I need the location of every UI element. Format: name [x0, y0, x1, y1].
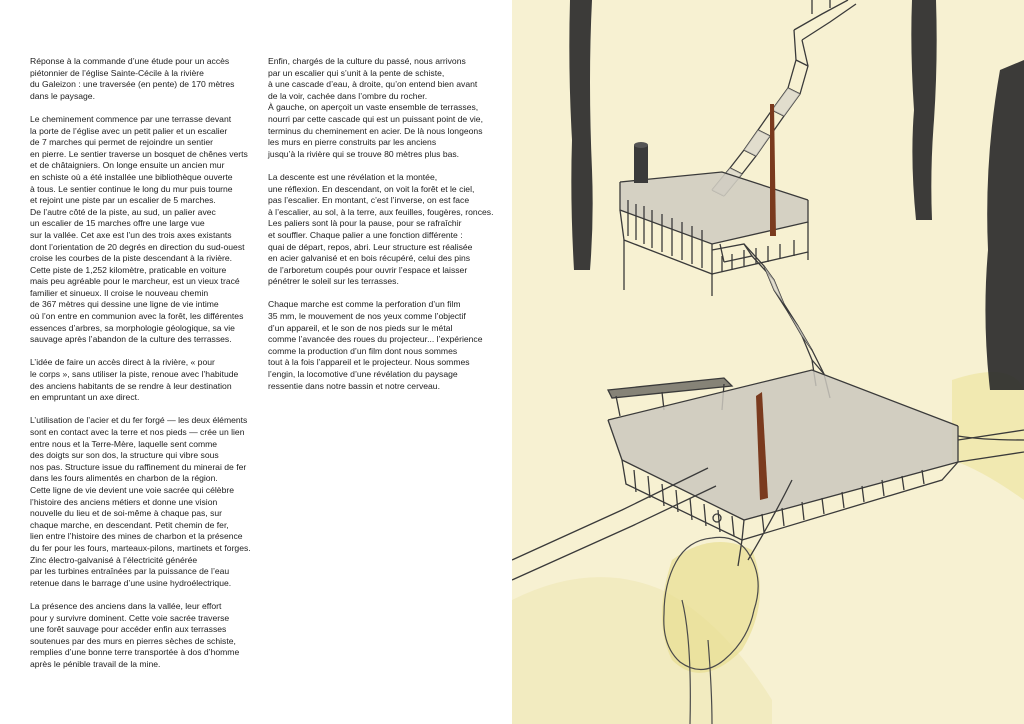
paragraph: Chaque marche est comme la perforation d’un film 35 mm, le mouvement de nos yeux comme l’objectif d’un appareil, et le son de nos pieds sur le métal comme l’avancée des roues du projecteur... l’expérience comme la production d’un film dont nous sommes tout à la fois l’appareil et le projecteur. Nous sommes l’engin, la locomotive d’une révélation du paysage ressentie dans notre bassin et notre cerveau.	[268, 299, 483, 391]
paragraph: La descente est une révélation et la montée, une réflexion. En descendant, on voit la forêt et le ciel, pas l’escalier. En montant, c’est l’inverse, on est face à l’escalier, au sol, à la terre, aux feuilles, fougères, ronces. Les paliers sont là pour la pause, pour se rafraîchir et souffler. Chaque palier a une fonction différente : quai de départ, repos, abri. Leur structure est réalisée en acier galvanisé et en bois récupéré, celui des pins de l’arboretum coupés pour ouvrir l’espace et laisser pénétrer le soleil sur les terrasses.	[268, 171, 494, 287]
paragraph: L’utilisation de l’acier et du fer forgé — les deux éléments sont en contact avec la terre et nos pieds — crée un lien entre nous et la Terre-Mère, laquelle sent comme des doigts sur son dos, la structure qui vibre sous nos pas. Structure issue du raffinement du minerai de fer dans les fours alimentés en charbon de la région. Cette ligne de vie devient une voie sacrée qui célèbre l’histoire des anciens métiers et donne une vision nouvelle du lieu et de soi-même à chaque pas, sur chaque marche, en descendant. Petit chemin de fer, lien entre l’histoire des mines de charbon et la présence du fer pour les fours, marteaux-pilons, martinets et forges. Zinc électro-galvanisé à l’électricité générée par les turbines entraînées par la puissance de l’eau retenue dans le barrage d’une usine hydroélectrique.	[30, 415, 251, 588]
paragraph: La présence des anciens dans la vallée, leur effort pour y survivre dominent. Cette voie sacrée traverse une forêt sauvage pour accéder enfin aux terrasses soutenues par des murs en pierres sèches de schiste, remplies d’une bonne terre transportée à dos d’homme après le pénible travail de la mine.	[30, 600, 240, 669]
text-column-right	[268, 56, 500, 404]
sketch-page	[512, 0, 1024, 724]
paragraph: Enfin, chargés de la culture du passé, nous arrivons par un escalier qui s’unit à la pente de schiste, à une cascade d’eau, à droite, qu’on entend bien avant de la voir, cachée dans l’ombre du rocher. À gauche, on aperçoit un vaste ensemble de terrasses, nourri par cette cascade qui est un puissant point de vie, terminus du cheminement en acier. De là nous longeons les murs en pierre construits par les anciens jusqu’à la rivière qui se trouve 80 mètres plus bas.	[268, 56, 483, 159]
text-column-left	[30, 56, 256, 682]
paragraph: Réponse à la commande d’une étude pour un accès piétonnier de l’église Sainte-Cécile à la rivière du Galeizon : une traversée (en pente) de 170 mètres dans le paysage.	[30, 56, 235, 101]
pencil-sketch-illustration	[512, 0, 1024, 724]
paragraph: L’idée de faire un accès direct à la rivière, « pour le corps », sans utiliser la piste, renoue avec l’habitude des anciens habitants de se rendre à leur destination en empruntant un axe direct.	[30, 357, 239, 403]
paragraph: Le cheminement commence par une terrasse devant la porte de l’église avec un petit palier et un escalier de 7 marches qui permet de rejoindre un sentier en pierre. Le sentier traverse un bosquet de chênes verts et de châtaigniers. On longe ensuite un ancien mur en schiste où a été installée une bibliothèque ouverte à tous. Le sentier continue le long du mur puis tourne et rejoint une piste par un escalier de 5 marches. De l’autre côté de la piste, au sud, un palier avec un escalier de 15 marches offre une large vue sur la vallée. Cet axe est l’un des trois axes existants dont l’orientation de 20 degrés en direction du sud-ouest croise les courbes de la piste descendant à la rivière. Cette piste de 1,252 kilomètre, praticable en voiture mais peu agréable pour le marcheur, est un vieux tracé familier et sinueux. Il croise le nouveau chemin de 367 mètres qui dessine une ligne de vie intime où l’on entre en communion avec la forêt, les différentes essences d’arbres, sa morphologie géologique, sa vie sauvage après l’abandon de la culture des terrasses.	[30, 113, 248, 345]
